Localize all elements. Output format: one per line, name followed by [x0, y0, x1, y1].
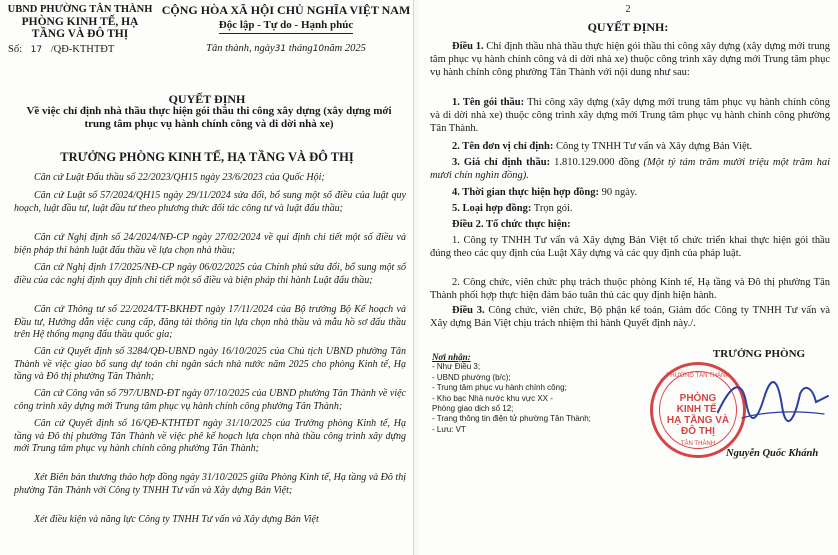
legal-basis-5: Căn cứ Thông tư số 22/2024/TT-BKHĐT ngày 17/11/2024 của Bộ trưởng Bộ Kế hoạch và Đầu tư, Hướng dẫn việc cung cấp, đăng tải thông tin lựa chọn nhà thầu và mẫu hồ sơ đấu thầu trên Hệ thống mạng đấu thầu quốc gia; [14, 304, 406, 340]
number-handwritten: 17 [30, 45, 43, 55]
item-duration [430, 186, 830, 199]
item-package-name [430, 96, 830, 135]
seal-line: KINH TẾ, [676, 404, 720, 415]
document-number [4, 44, 156, 56]
seal-top-text: PHƯỜNG TÂN THÀNH [666, 373, 730, 379]
item-5-text: Trọn gói. [531, 203, 573, 214]
signer-name: Nguyễn Quốc Khánh [726, 448, 819, 459]
item-1-label: 1. Tên gói thầu: [452, 97, 525, 108]
signer-role: TRƯỞNG PHÒNG [712, 348, 806, 360]
recipient-item: - Kho bạc Nhà nước khu vực XX - Phòng giao dịch số 12; [432, 393, 553, 414]
issuing-authority: TRƯỞNG PHÒNG KINH TẾ, HẠ TẦNG VÀ ĐÔ THỊ [60, 150, 354, 164]
recipients-block [432, 352, 632, 435]
place-and-date [160, 42, 412, 56]
year-text: năm 2025 [324, 43, 366, 54]
agency-parent: UBND PHƯỜNG TÂN THÀNH [7, 4, 153, 15]
recipients-title: Nơi nhận: [432, 352, 471, 362]
number-prefix: Số: [8, 44, 23, 55]
article-1-label: Điều 1. [452, 41, 484, 52]
legal-basis-3: Căn cứ Nghị định số 24/2024/NĐ-CP ngày 27/02/2024 về qui định chi tiết một số điều và biện pháp thi hành luật đấu thầu về lựa chọn nhà thầu; [14, 232, 406, 256]
article-1 [430, 40, 830, 79]
legal-basis-7: Căn cứ Công văn số 797/UBND-ĐT ngày 07/10/2025 của UBND phường Tân Thành về việc công trình xây dựng mới Trung tâm phục vụ hành chính công phường Tân Thành; [14, 388, 406, 412]
article-3-text: Công chức, viên chức, Bộ phận kế toán, Giám đốc Công ty TNHH Tư vấn và Xây dựng Bản Việt chịu trách nhiệm thi hành Quyết định này./. [430, 305, 831, 329]
national-heading [160, 4, 412, 56]
item-5-label: 5. Loại hợp đồng: [452, 203, 532, 214]
seal-line: PHÒNG [679, 393, 717, 404]
decision-heading: QUYẾT ĐỊNH: [587, 20, 669, 34]
legal-basis-6: Căn cứ Quyết định số 3284/QĐ-UBND ngày 16/10/2025 của Chủ tịch UBND phường Tân Thành về việc giao bổ sung dự toán chi ngân sách nhà nước năm 2025 cho phòng Kinh tế, Hạ tầng và Đô thị phường Tân Thành; [14, 346, 406, 382]
national-motto: Độc lập - Tự do - Hạnh phúc [219, 19, 353, 34]
item-contract-price [430, 156, 830, 182]
seal-bottom-text: TÂN THÀNH [680, 441, 716, 447]
recipient-item: - Như Điều 3; [432, 362, 481, 372]
item-contract-type [430, 202, 830, 215]
seal-line: ĐÔ THỊ [681, 426, 715, 437]
page-1 [0, 0, 414, 555]
number-suffix: /QĐ-KTHTĐT [50, 44, 115, 55]
document-subject: Về việc chỉ định nhà thầu thực hiện gói thầu thi công xây dựng (xây dựng mới trung tâm phục vụ hành chính công và di dời nhà xe) [26, 105, 392, 130]
article-2-point-2: 2. Công chức, viên chức phụ trách thuộc phòng Kinh tế, Hạ tầng và Đô thị phường Tân Thành phối hợp thực hiện đảm bảo tuân thủ các quy định hiện hành. [430, 277, 830, 301]
month-handwritten: 10 [312, 44, 325, 54]
article-2 [430, 218, 830, 231]
item-contractor [430, 140, 830, 153]
legal-basis-8: Căn cứ Quyết định số 16/QĐ-KTHTĐT ngày 31/10/2025 của Trưởng phòng Kinh tế, Hạ tầng và Đô thị phường Tân Thành về việc phê kế hoạch lựa chọn nhà thầu công trình xây dựng mới Trung tâm phục vụ hành chính công phường Tân Thành; [14, 418, 406, 454]
article-2-label: Điều 2. Tổ chức thực hiện: [452, 219, 571, 230]
item-3-amount-words: (Một tỷ tám trăm mười triệu một trăm hai mươi chín nghìn đồng). [430, 157, 830, 181]
legal-basis-1: Căn cứ Luật Đấu thầu số 22/2023/QH15 ngày 23/6/2023 của Quốc Hội; [34, 172, 325, 183]
page-number: 2 [625, 4, 631, 15]
document-title: QUYẾT ĐỊNH [168, 92, 246, 106]
item-3-label: 3. Giá chỉ định thầu: [452, 157, 551, 168]
article-2-point-1: 1. Công ty TNHH Tư vấn và Xây dựng Bản Việt tổ chức triển khai thực hiện gói thầu đúng theo các quy định của Luật Xây dựng và các quy định của pháp luật. [430, 235, 830, 259]
recipient-item: - Trang thông tin điện tử phường Tân Thành; [432, 414, 591, 424]
recipient-item: - Trung tâm phục vụ hành chính công; [432, 383, 567, 393]
recipient-item: - UBND phường (b/c); [432, 372, 511, 382]
item-2-text: Công ty TNHH Tư vấn và Xây dựng Bản Việt. [553, 141, 753, 152]
item-4-label: 4. Thời gian thực hiện hợp đồng: [452, 187, 599, 198]
item-3-amount: 1.810.129.000 đồng [550, 157, 644, 168]
item-2-label: 2. Tên đơn vị chỉ định: [452, 141, 554, 152]
recipient-item: - Lưu: VT [432, 424, 466, 434]
handwritten-signature [712, 372, 832, 432]
item-4-text: 90 ngày. [599, 187, 638, 198]
article-1-text: Chỉ định thầu nhà thầu thực hiện gói thầu thi công xây dựng (xây dựng mới trung tâm phục vụ hành chính công và di dời nhà xe) thuộc công trình xây dựng mới Trung tâm phục vụ hành chính công phường Tân Thành với nội dung như sau: [430, 41, 830, 78]
nation-name: CỘNG HÒA XÃ HỘI CHỦ NGHĨA VIỆT NAM [161, 3, 411, 17]
page-2 [418, 0, 838, 555]
article-3-label: Điều 3. [452, 305, 485, 316]
legal-basis-10: Xét điều kiện và năng lực Công ty TNHH Tư vấn và Xây dựng Bản Việt [34, 514, 319, 525]
month-word: tháng [288, 43, 313, 54]
article-3 [430, 304, 830, 330]
seal-line: HẠ TẦNG VÀ [666, 415, 730, 426]
legal-basis-2: Căn cứ Luật số 57/2024/QH15 ngày 29/11/2024 sửa đổi, bổ sung một số điều của luật quy hoạch, luật đầu tư, luật đầu tư theo phương thức đối tác công tư và luật đấu thầu; [14, 190, 406, 214]
document-header [0, 4, 414, 64]
signature-block [634, 348, 834, 459]
issuing-agency [4, 4, 156, 56]
legal-basis-4: Căn cứ Nghị định 17/2025/NĐ-CP ngày 06/02/2025 của Chính phủ sửa đổi, bổ sung một số điều của các nghị định quy định chi tiết một số điều và biện pháp thi hành Luật đấu thầu; [14, 262, 406, 286]
place-prefix: Tân thành, ngày [206, 43, 275, 54]
agency-name-line1: PHÒNG KINH TẾ, HẠ [21, 16, 139, 28]
agency-name-line2: TẦNG VÀ ĐÔ THỊ [31, 28, 129, 40]
legal-basis-9: Xét Biên bản thương thảo hợp đồng ngày 31/10/2025 giữa Phòng Kinh tế, Hạ tầng và Đô thị phường Tân Thành với Công ty TNHH Tư vấn và Xây dựng Bản Việt; [14, 472, 406, 496]
day-handwritten: 31 [274, 44, 287, 54]
item-1-text: Thi công xây dựng (xây dựng mới trung tâm phục vụ hành chính công và di dời nhà xe) thuộc công trình xây dựng mới Trung tâm phục vụ hành chính công phường Tân Thành. [430, 97, 830, 134]
